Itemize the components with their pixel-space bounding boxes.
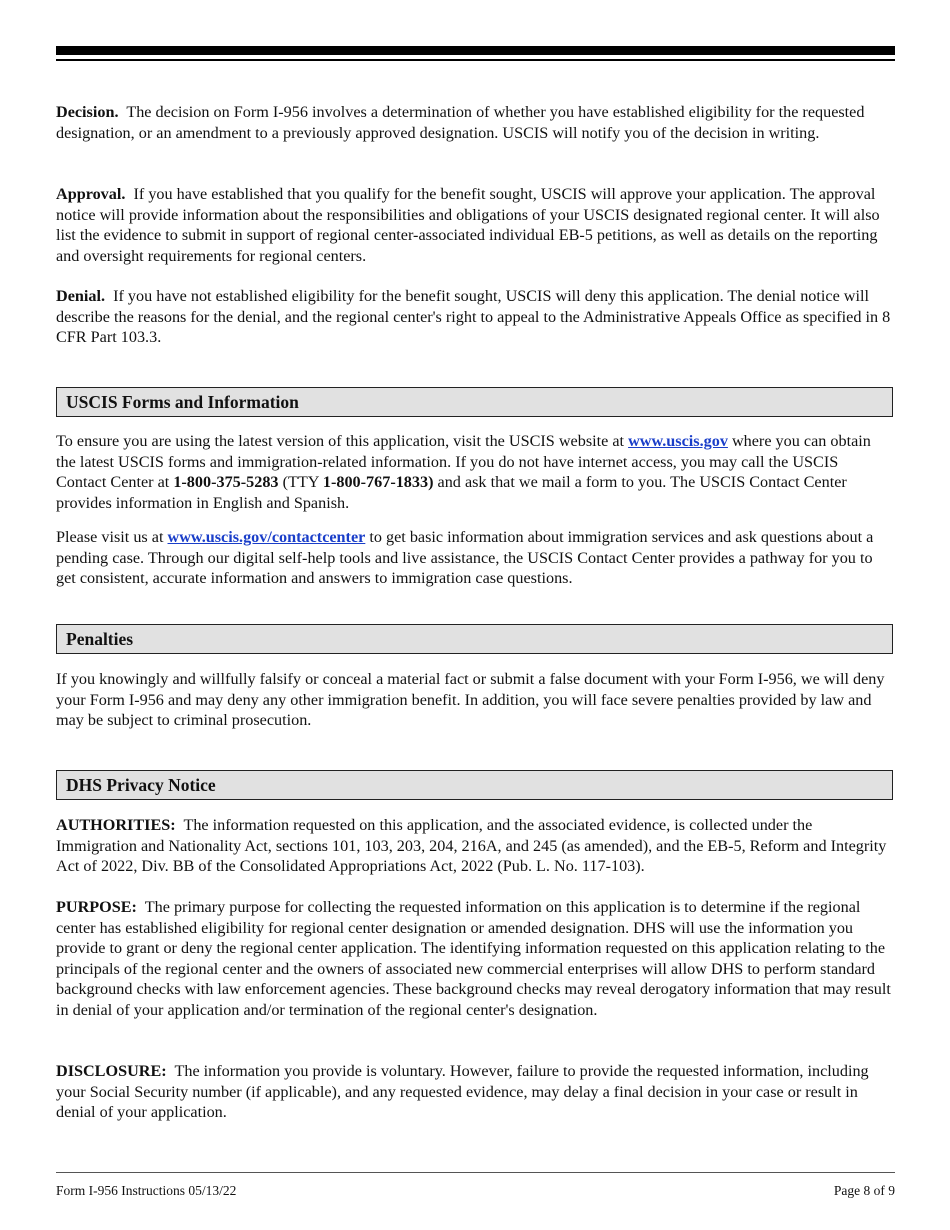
disclosure-heading: DISCLOSURE: [56,1062,167,1080]
forms-info-text: To ensure you are using the latest version of this application, visit the USCIS website at [56,432,625,450]
denial-paragraph [56,286,891,348]
header-rule-thin [56,59,895,61]
header-rule-thick [56,46,895,55]
forms-info-text: Please visit us at [56,528,164,546]
forms-info-paragraph-1 [56,431,891,513]
approval-heading: Approval. [56,185,126,203]
denial-heading: Denial. [56,287,106,305]
forms-info-text: and ask that we mail a form to you. The USCIS Contact Center provides information in English and Spanish. [56,473,847,512]
forms-info-text: where you can obtain the latest USCIS forms and immigration-related information. If you do not have internet access, you may call the USCIS Contact Center at [56,432,871,491]
contact-center-link[interactable]: www.uscis.gov/contactcenter [167,528,366,546]
privacy-section-header: DHS Privacy Notice [56,770,893,800]
purpose-paragraph [56,897,891,1020]
decision-text: The decision on Form I-956 involves a determination of whether you have established eligibility for the requested designation, or an amendment to a previously approved designation. USCIS will notify you of the decision in writing. [56,103,865,142]
tty-label: (TTY [282,473,319,491]
decision-paragraph [56,102,891,143]
purpose-text: The primary purpose for collecting the requested information on this application is to determine if the regional center has established eligibility for regional center designation or amended designation. DHS will use the information you provide to grant or deny the regional center application. The identifying information requested on this application relating to the principals of the regional center and the owners of associated new commercial enterprises will allow DHS to perform standard background checks with law enforcement agencies. These background checks may reveal derogatory information that may result in denial of your application and/or termination of the regional center's designation. [56,898,891,1019]
tty-phone: 1-800-767-1833) [322,473,434,491]
decision-heading: Decision. [56,103,119,121]
disclosure-paragraph [56,1061,891,1123]
form-edition-footer: Form I-956 Instructions 05/13/22 [56,1183,237,1198]
approval-paragraph [56,184,891,266]
forms-info-text: to get basic information about immigration services and ask questions about a pending case. Through our digital self-help tools and live assistance, the USCIS Contact Center provides a pathway for you to get consistent, accurate information and answers to immigration case questions. [56,528,874,587]
denial-text: If you have not established eligibility for the benefit sought, USCIS will deny this application. The denial notice will describe the reasons for the denial, and the regional center's right to appeal to the Administrative Appeals Office as specified in 8 CFR Part 103.3. [56,287,891,346]
penalties-paragraph: If you knowingly and willfully falsify or conceal a material fact or submit a false document with your Form I-956, we will deny your Form I-956 and may deny any other immigration benefit. In addition, you will face severe penalties provided by law and may be subject to criminal prosecution. [56,670,885,729]
authorities-heading: AUTHORITIES: [56,816,176,834]
approval-text: If you have established that you qualify for the benefit sought, USCIS will approve your application. The approval notice will provide information about the responsibilities and obligations of your USCIS designated regional center. It will also list the evidence to submit in support of regional center-associated individual EB-5 petitions, as well as details on the reporting and oversight requirements for regional centers. [56,185,880,265]
authorities-paragraph [56,815,891,877]
forms-info-section-header: USCIS Forms and Information [56,387,893,417]
authorities-text: The information requested on this application, and the associated evidence, is collected under the Immigration and Nationality Act, sections 101, 103, 203, 204, 216A, and 245 (as amended), and the EB-5, Reform and Integrity Act of 2022, Div. BB of the Consolidated Appropriations Act, 2022 (Pub. L. No. 117-103). [56,816,887,875]
footer-rule [56,1172,895,1173]
disclosure-text: The information you provide is voluntary. However, failure to provide the requested information, including your Social Security number (if applicable), and any requested evidence, may delay a final decision in your case or result in denial of your application. [56,1062,869,1121]
forms-info-paragraph-2 [56,527,891,589]
penalties-section-header: Penalties [56,624,893,654]
uscis-website-link[interactable]: www.uscis.gov [628,432,728,450]
page-number: Page 8 of 9 [833,1183,895,1198]
purpose-heading: PURPOSE: [56,898,137,916]
contact-center-phone: 1-800-375-5283 [173,473,279,491]
